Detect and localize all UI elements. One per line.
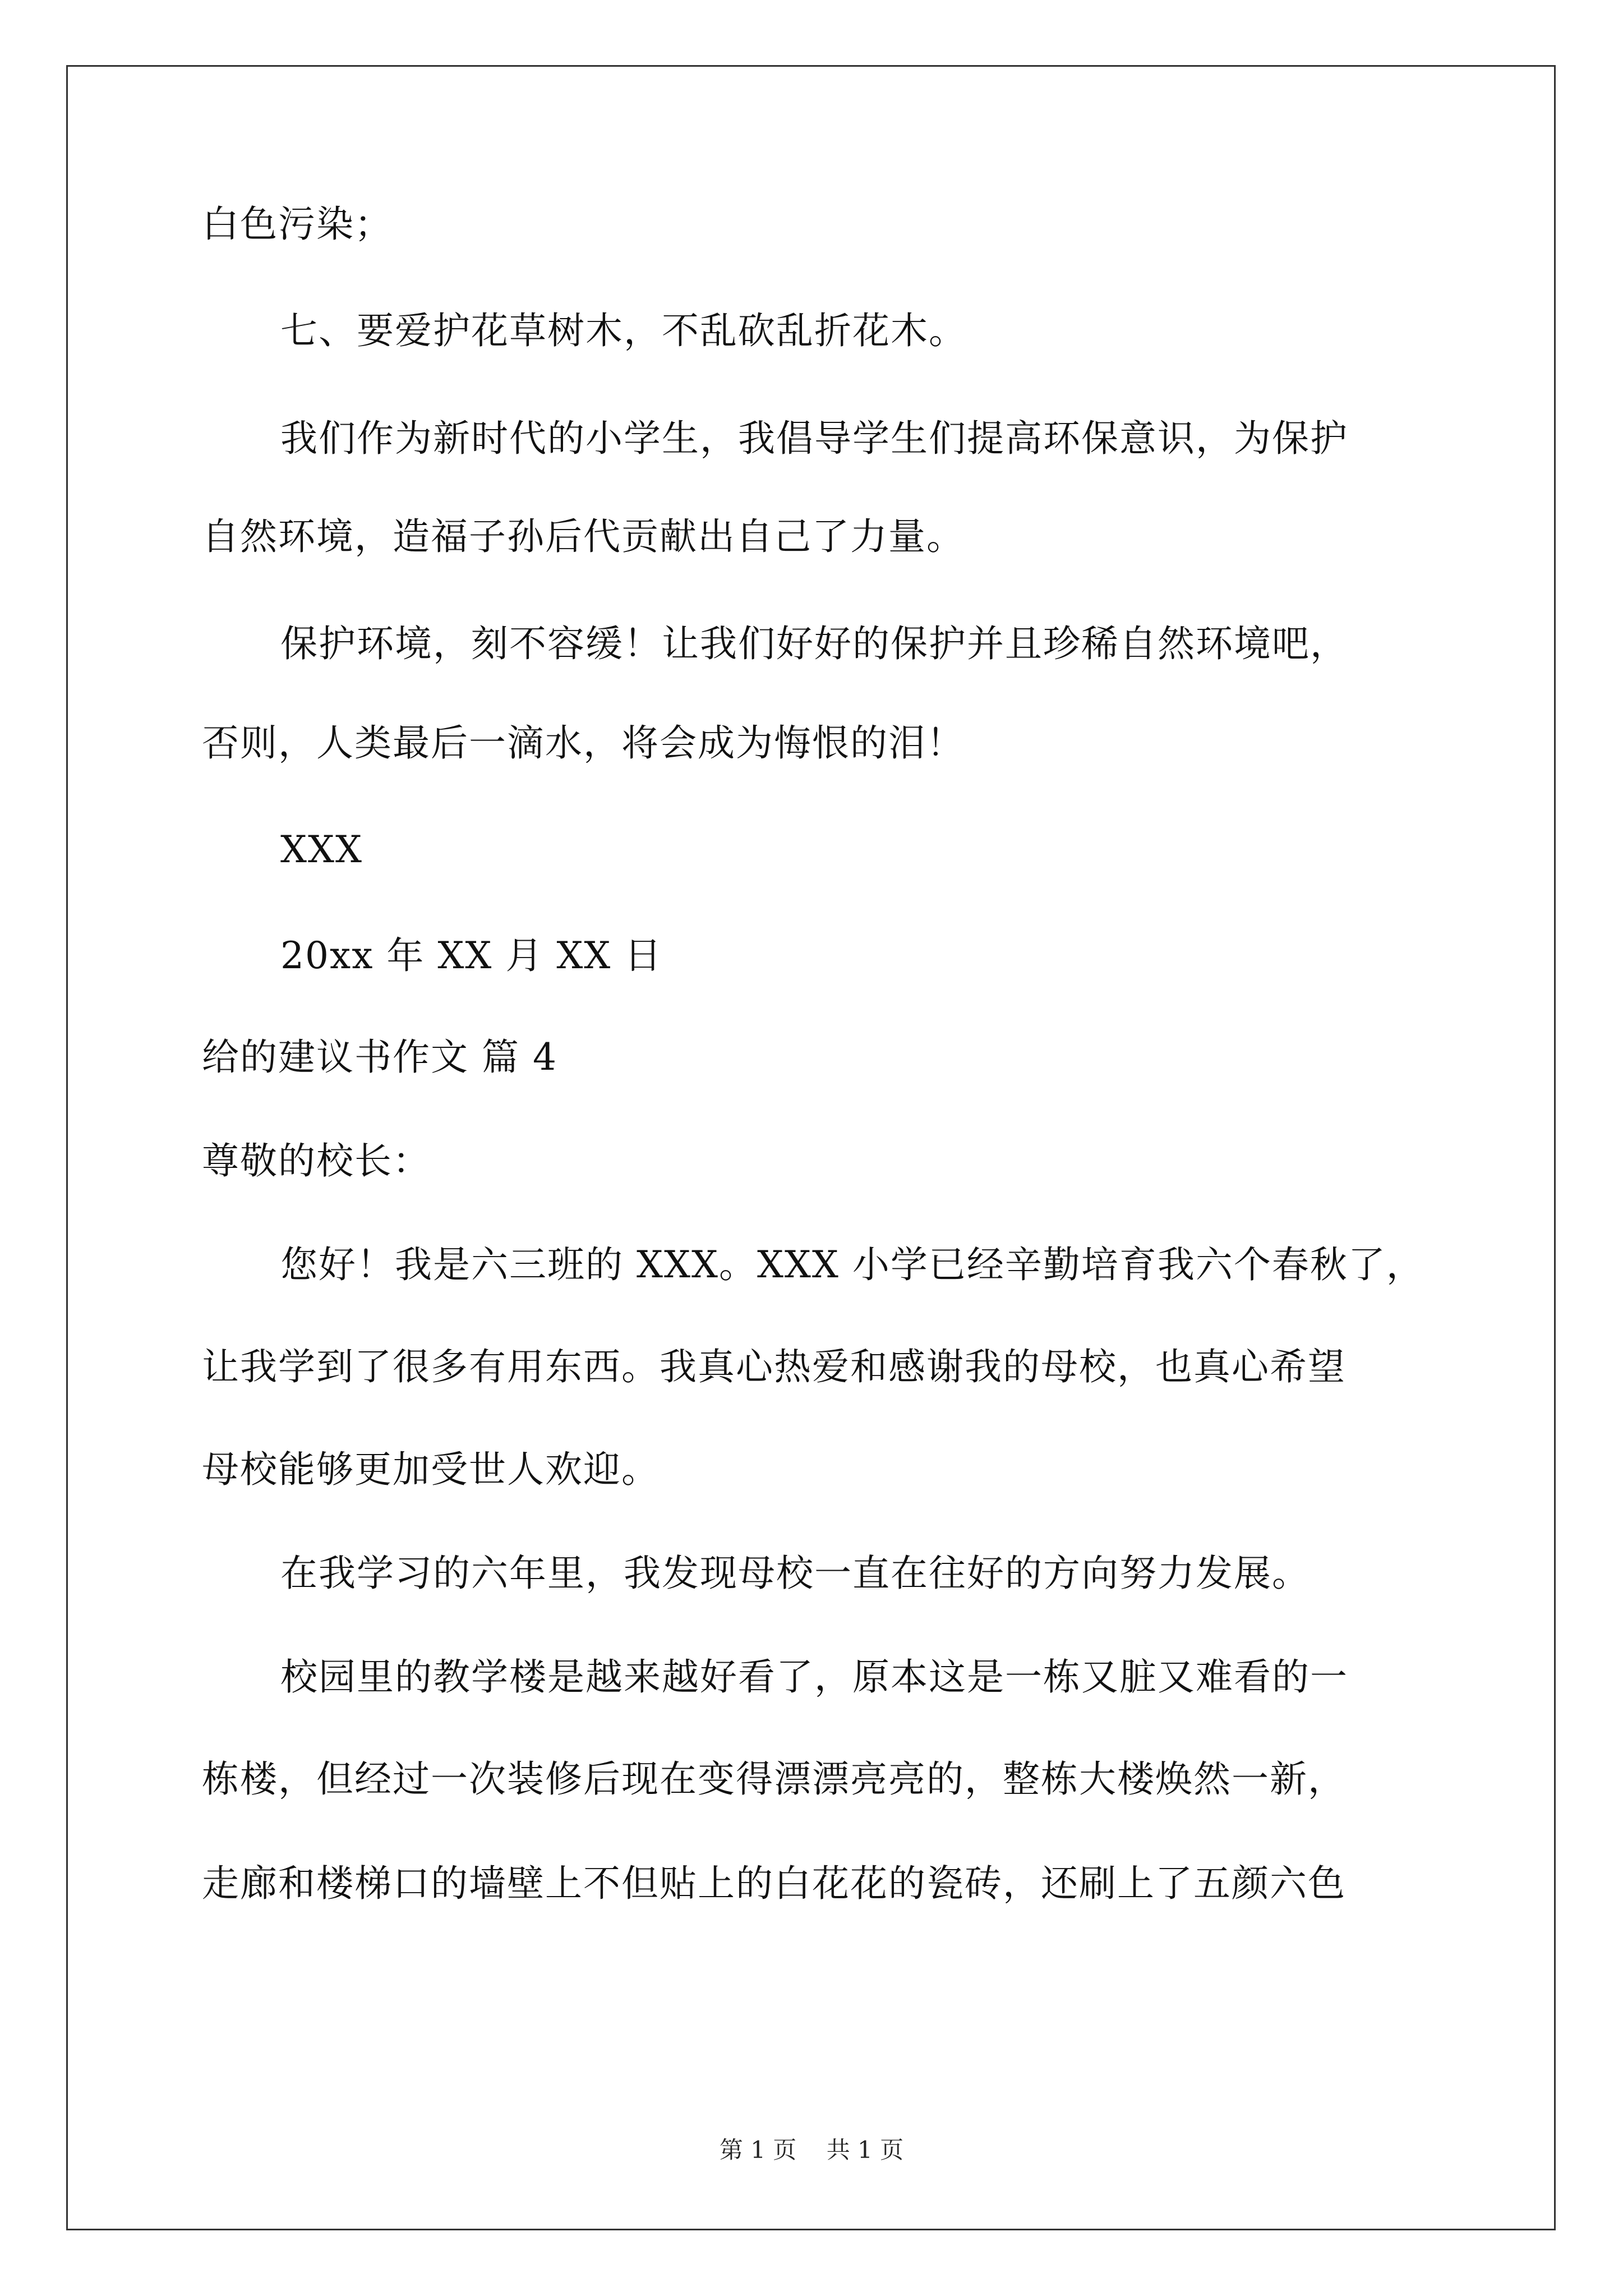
- salutation: 尊敬的校长：: [202, 1139, 431, 1182]
- text-line: 在我学习的六年里，我发现母校一直在往好的方向努力发展。: [280, 1552, 1310, 1595]
- text-line: 自然环境，造福子孙后代贡献出自己了力量。: [202, 515, 965, 558]
- page-footer: [0, 2134, 1623, 2166]
- text-line: 母校能够更加受世人欢迎。: [202, 1448, 660, 1491]
- section-heading: 给的建议书作文 篇 4: [202, 1036, 557, 1079]
- page-number: 第 1 页: [719, 2136, 797, 2164]
- text-line: 保护环境，刻不容缓！让我们好好的保护并且珍稀自然环境吧，: [280, 622, 1348, 665]
- text-line: 走廊和楼梯口的墙壁上不但贴上的白花花的瓷砖，还刷上了五颜六色: [202, 1862, 1346, 1905]
- text-line: 校园里的教学楼是越来越好看了，原本这是一栋又脏又难看的一: [280, 1655, 1348, 1699]
- text-line: 七、要爱护花草树木，不乱砍乱折花木。: [280, 309, 967, 352]
- text-line: 我们作为新时代的小学生，我倡导学生们提高环保意识，为保护: [280, 417, 1348, 460]
- signature-date: 20xx 年 XX 月 XX 日: [280, 934, 663, 977]
- page-total: 共 1 页: [826, 2136, 904, 2164]
- text-line: 否则，人类最后一滴水，将会成为悔恨的泪！: [202, 721, 965, 765]
- text-line: 栋楼，但经过一次装修后现在变得漂漂亮亮的，整栋大楼焕然一新，: [202, 1757, 1346, 1801]
- text-line: 让我学到了很多有用东西。我真心热爱和感谢我的母校，也真心希望: [202, 1345, 1346, 1388]
- signature-name: XXX: [280, 828, 363, 871]
- text-line: 您好！我是六三班的 XXX。XXX 小学已经辛勤培育我六个春秋了，: [280, 1243, 1424, 1286]
- text-line: 白色污染；: [202, 203, 393, 246]
